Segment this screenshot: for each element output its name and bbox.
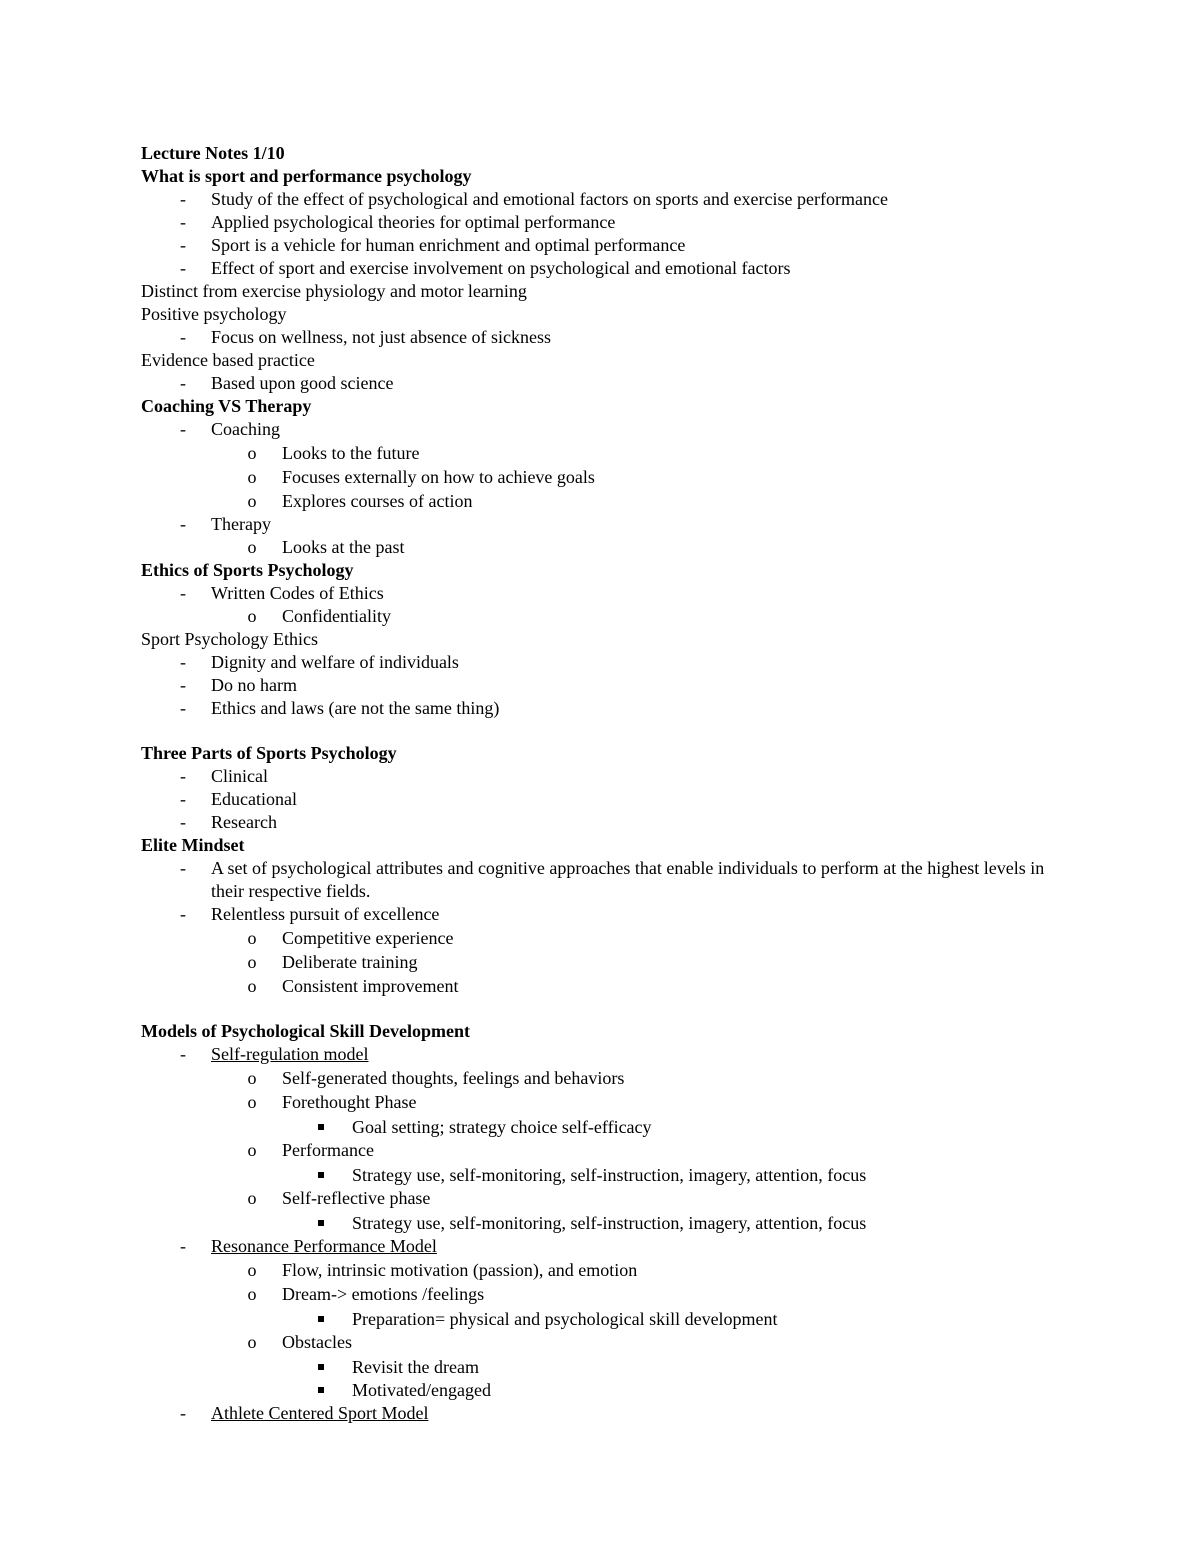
circle-bullet: o	[247, 952, 257, 972]
dash-bullet: -	[180, 698, 186, 718]
list-item: o Looks at the past	[141, 536, 1061, 559]
dash-bullet: -	[180, 419, 186, 439]
dash-bullet: -	[180, 904, 186, 924]
dash-bullet: -	[180, 235, 186, 255]
circle-bullet: o	[247, 443, 257, 463]
paragraph-sport-ethics: Sport Psychology Ethics	[141, 629, 319, 649]
list-item: o Looks to the future	[141, 442, 1061, 465]
list-item: Strategy use, self-monitoring, self-instruction, imagery, attention, focus	[141, 1212, 1061, 1235]
dash-bullet: -	[180, 514, 186, 534]
circle-bullet: o	[247, 1332, 257, 1352]
circle-bullet: o	[247, 491, 257, 511]
circle-bullet: o	[247, 1068, 257, 1088]
list-item: - Sport is a vehicle for human enrichment and optimal performance	[141, 234, 1061, 257]
list-item: o Forethought Phase	[141, 1091, 1061, 1114]
dash-bullet: -	[180, 1236, 186, 1256]
list-item: - Focus on wellness, not just absence of sickness	[141, 326, 1061, 349]
list-item: - Educational	[141, 788, 1061, 811]
list-item: o Flow, intrinsic motivation (passion), and emotion	[141, 1259, 1061, 1282]
dash-bullet: -	[180, 583, 186, 603]
paragraph-distinct: Distinct from exercise physiology and motor learning	[141, 281, 527, 301]
list-item: o Confidentiality	[141, 605, 1061, 628]
square-bullet-icon	[311, 1356, 331, 1379]
section-heading-three-parts: Three Parts of Sports Psychology	[141, 743, 397, 763]
blank-line	[141, 998, 1061, 1020]
list-item: o Self-reflective phase	[141, 1187, 1061, 1210]
list-item: Preparation= physical and psychological skill development	[141, 1308, 1061, 1331]
list-item: - Resonance Performance Model	[141, 1235, 1061, 1258]
blank-line	[141, 720, 1061, 742]
dash-bullet: -	[180, 675, 186, 695]
circle-bullet: o	[247, 537, 257, 557]
list-item: o Competitive experience	[141, 927, 1061, 950]
list-item: - Ethics and laws (are not the same thing)	[141, 697, 1061, 720]
circle-bullet: o	[247, 976, 257, 996]
list-item: Strategy use, self-monitoring, self-instruction, imagery, attention, focus	[141, 1164, 1061, 1187]
list-item: - Self-regulation model	[141, 1043, 1061, 1066]
dash-bullet: -	[180, 189, 186, 209]
dash-bullet: -	[180, 789, 186, 809]
square-bullet-icon	[311, 1308, 331, 1331]
section-heading-ethics: Ethics of Sports Psychology	[141, 560, 354, 580]
dash-bullet: -	[180, 812, 186, 832]
list-item: Goal setting; strategy choice self-efficacy	[141, 1116, 1061, 1139]
section-heading-elite: Elite Mindset	[141, 835, 245, 855]
list-item: Motivated/engaged	[141, 1379, 1061, 1402]
section-heading-models: Models of Psychological Skill Development	[141, 1021, 470, 1041]
circle-bullet: o	[247, 1284, 257, 1304]
dash-bullet: -	[180, 212, 186, 232]
list-item: - Written Codes of Ethics	[141, 582, 1061, 605]
square-bullet-icon	[311, 1116, 331, 1139]
paragraph-evidence: Evidence based practice	[141, 350, 315, 370]
dash-bullet: -	[180, 766, 186, 786]
dash-bullet: -	[180, 858, 186, 878]
paragraph-positive-psychology: Positive psychology	[141, 304, 287, 324]
list-item: - Study of the effect of psychological and emotional factors on sports and exercise performance	[141, 188, 1061, 211]
list-item: o Dream-> emotions /feelings	[141, 1283, 1061, 1306]
section-heading-coaching: Coaching VS Therapy	[141, 396, 312, 416]
list-item: - Clinical	[141, 765, 1061, 788]
list-item: o Deliberate training	[141, 951, 1061, 974]
list-item: - Relentless pursuit of excellence	[141, 903, 1061, 926]
list-item: - Coaching	[141, 418, 1061, 441]
list-item: o Focuses externally on how to achieve goals	[141, 466, 1061, 489]
list-item: - Dignity and welfare of individuals	[141, 651, 1061, 674]
circle-bullet: o	[247, 1140, 257, 1160]
list-item: o Obstacles	[141, 1331, 1061, 1354]
list-item: - Applied psychological theories for optimal performance	[141, 211, 1061, 234]
lecture-title: Lecture Notes 1/10	[141, 143, 285, 163]
list-item: o Performance	[141, 1139, 1061, 1162]
circle-bullet: o	[247, 928, 257, 948]
dash-bullet: -	[180, 373, 186, 393]
circle-bullet: o	[247, 1092, 257, 1112]
list-item: - Athlete Centered Sport Model	[141, 1402, 1061, 1425]
document-page	[141, 142, 1061, 1425]
list-item: o Explores courses of action	[141, 490, 1061, 513]
section-heading-what-is: What is sport and performance psychology	[141, 166, 472, 186]
dash-bullet: -	[180, 258, 186, 278]
list-item: o Consistent improvement	[141, 975, 1061, 998]
square-bullet-icon	[311, 1164, 331, 1187]
dash-bullet: -	[180, 1044, 186, 1064]
circle-bullet: o	[247, 1260, 257, 1280]
list-item: - Based upon good science	[141, 372, 1061, 395]
square-bullet-icon	[311, 1379, 331, 1402]
dash-bullet: -	[180, 652, 186, 672]
square-bullet-icon	[311, 1212, 331, 1235]
list-item: - Therapy	[141, 513, 1061, 536]
circle-bullet: o	[247, 606, 257, 626]
list-item: - Effect of sport and exercise involvement on psychological and emotional factors	[141, 257, 1061, 280]
list-item: - A set of psychological attributes and cognitive approaches that enable individuals to perform at the highest levels in their respective fields.	[141, 857, 1061, 903]
circle-bullet: o	[247, 1188, 257, 1208]
list-item: - Do no harm	[141, 674, 1061, 697]
list-item: Revisit the dream	[141, 1356, 1061, 1379]
dash-bullet: -	[180, 1403, 186, 1423]
circle-bullet: o	[247, 467, 257, 487]
list-item: - Research	[141, 811, 1061, 834]
list-item: o Self-generated thoughts, feelings and behaviors	[141, 1067, 1061, 1090]
dash-bullet: -	[180, 327, 186, 347]
